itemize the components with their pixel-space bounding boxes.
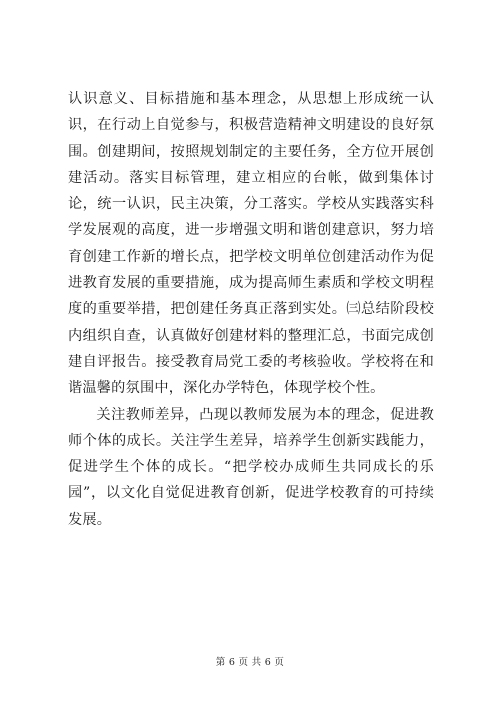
page-number-footer: 第 6 页 共 6 页 bbox=[215, 657, 285, 668]
paragraph-teacher-student-growth: 关注教师差异，凸现以教师发展为本的理念，促进教师个体的成长。关注学生差异，培养学生创新实践能力，促进学生个体的成长。“把学校办成师生共同成长的乐园”，以文化自觉促进教育创新，促进学校教育的可持续发展。 bbox=[68, 406, 434, 528]
document-body bbox=[68, 86, 434, 533]
paragraph-continuation: 认识意义、目标措施和基本理念，从思想上形成统一认识，在行动上自觉参与，积极营造精神文明建设的良好氛围。创建期间，按照规划制定的主要任务，全方位开展创建活动。落实目标管理，建立相应的台帐，做到集体讨论，统一认识，民主决策，分工落实。学校从实践落实科学发展观的高度，进一步增强文明和谐创建意识，努力培育创建工作新的增长点，把学校文明单位创建活动作为促进教育发展的重要措施，成为提高师生素质和学校文明程度的重要举措，把创建任务真正落到实处。㈢总结阶段校内组织自查，认真做好创建材料的整理汇总，书面完成创建自评报告。接受教育局党工委的考核验收。学校将在和谐温馨的氛围中，深化办学特色，体现学校个性。 bbox=[68, 91, 434, 397]
